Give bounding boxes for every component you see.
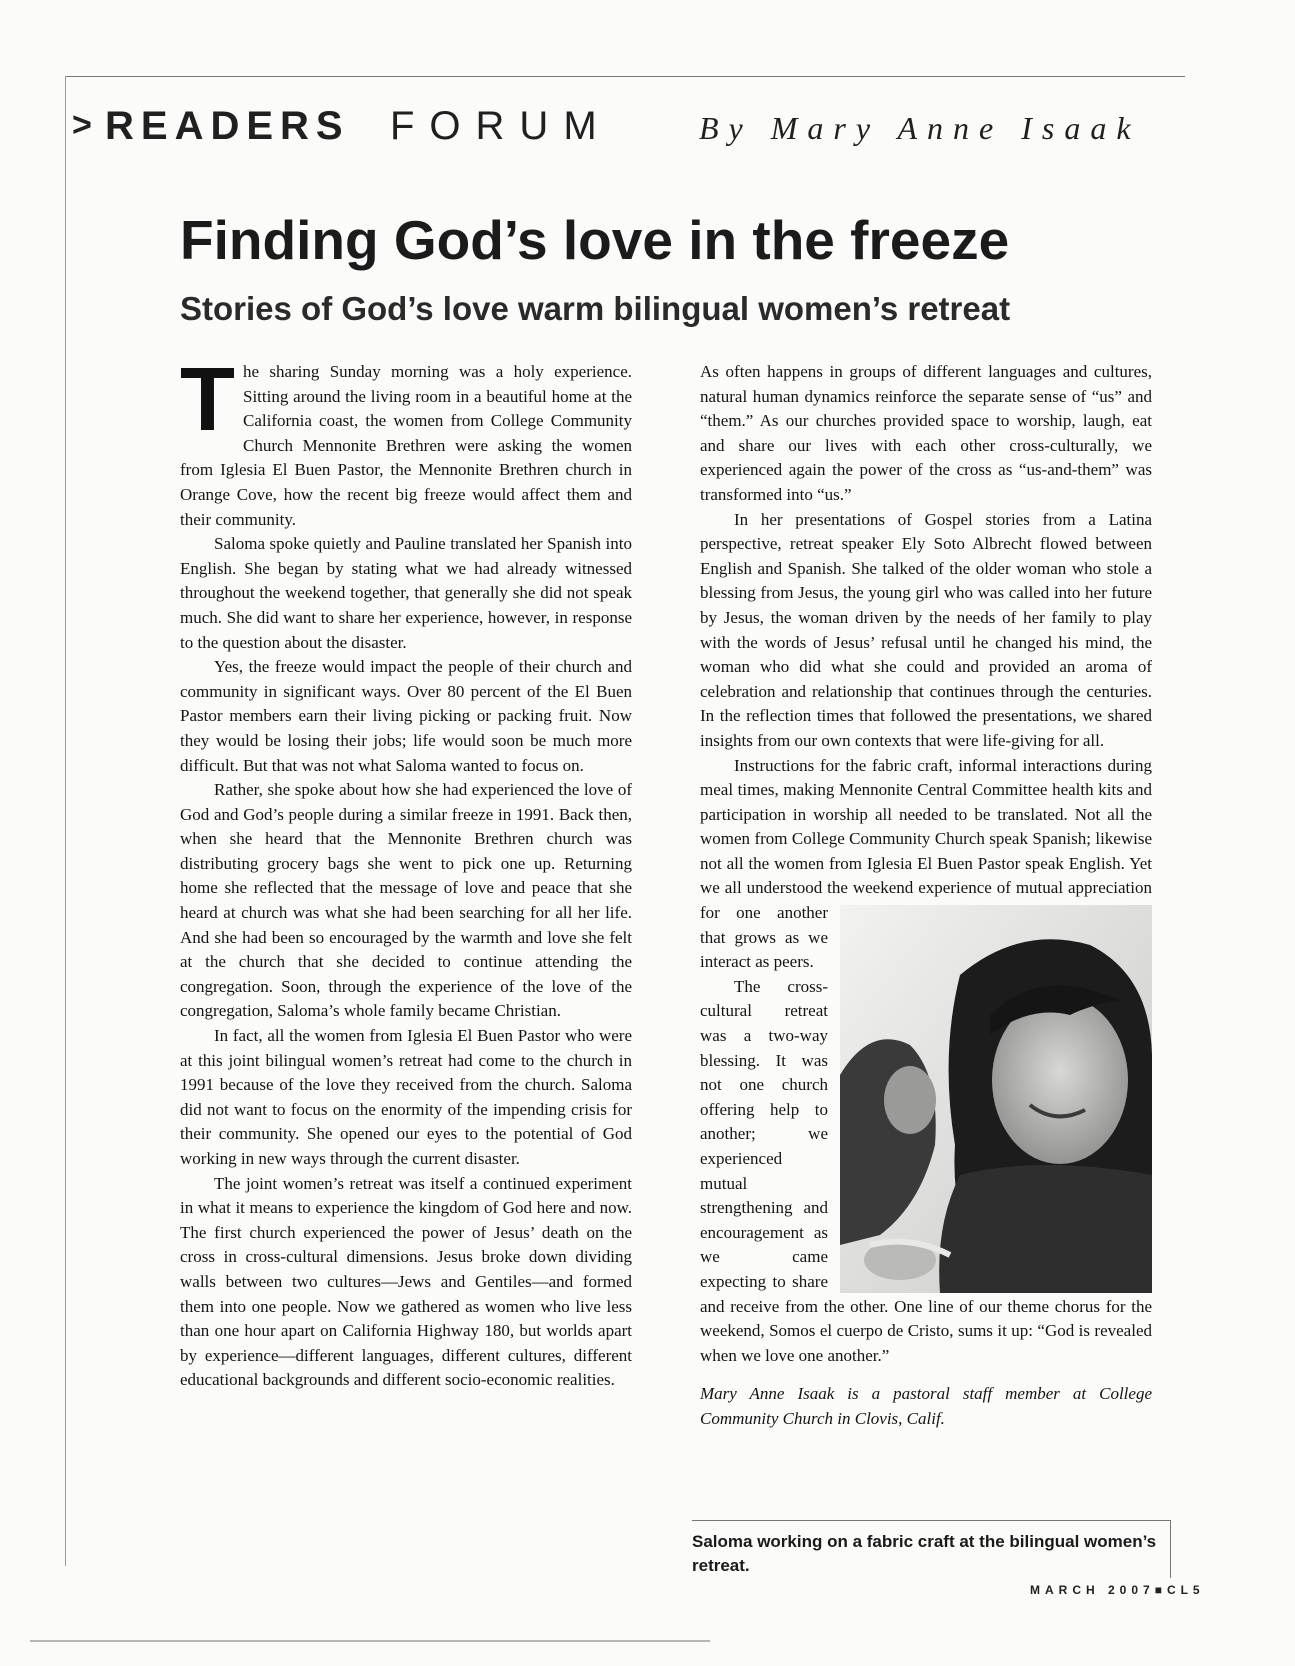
section-name-light: FORUM (390, 104, 612, 148)
article-subtitle: Stories of God’s love warm bilingual women’s retreat (180, 290, 1011, 327)
section-name-bold: READERS (105, 104, 350, 148)
body-paragraph: The joint women’s retreat was itself a continued experiment in what it means to experience the kingdom of God here and now. The first church experienced the power of Jesus’ death on the cross in cross-cultural dimensions. Jesus broke down dividing walls between two cultures—Jews and Gentiles—and formed them into one people. Now we gathered as women who live less than one hour apart on California Highway 180, but worlds apart by experience—different languages, different cultures, different educational backgrounds and different socio-economic realities. (180, 1173, 632, 1390)
drop-cap: T (180, 350, 235, 450)
body-paragraph: In fact, all the women from Iglesia El Buen Pastor who were at this joint bilingual women’s retreat had come to the church in 1991 because of the love they received from the church. Saloma did not want to focus on the enormity of the impending crisis for their community. She opened our eyes to the potential of God working in new ways through the current disaster. (180, 1026, 632, 1168)
paragraph-text: he sharing Sunday morning was a holy experience. Sitting around the living room in a beautiful home at the California coast, the women from College Community Church Mennonite Brethren were asking the women from Iglesia El Buen Pastor, the Mennonite Brethren church in Orange Cove, how the recent big freeze would affect them and their community. (180, 362, 632, 529)
photo-image (840, 905, 1152, 1293)
body-paragraph: The cross-cultural retreat was a two-way blessing. It was not one church offering help to another; we experienced mutual strengthening and encouragement as we came expecting to share and receive from the other. One line of our theme chorus for the weekend, Somos el cuerpo de Cristo, sums it up: “God is revealed when we love one another.” (700, 976, 1152, 1365)
body-paragraph: Saloma spoke quietly and Pauline translated her Spanish into English. She began by stating what we had already witnessed throughout the weekend together, that generally she did not speak much. She did want to share her experience, however, in response to the question about the disaster. (180, 534, 632, 652)
author-note: Mary Anne Isaak is a pastoral staff member at College Community Church in Clovis, Calif. (700, 1384, 1152, 1428)
left-column (180, 350, 632, 1393)
left-rule (65, 76, 66, 1566)
body-paragraph (180, 350, 632, 532)
photo-caption: Saloma working on a fabric craft at the bilingual women’s retreat. (692, 1532, 1157, 1575)
bottom-rule (30, 1640, 710, 1642)
photo (840, 905, 1152, 1293)
body-paragraph: In her presentations of Gospel stories from a Latina perspective, retreat speaker Ely Soto Albrecht flowed between English and Spanish. She talked of the older woman who stole a blessing from Jesus, the young girl who was called into her future by Jesus, the woman driven by the needs of her family to play with the words of Jesus’ refusal until he changed his mind, the woman who did what she could and provided an aroma of celebration and relationship that continues through the centuries. In the reflection times that followed the presentations, we shared insights from our own contexts that were life-giving for all. (700, 509, 1152, 750)
body-paragraph: Yes, the freeze would impact the people of their church and community in significant ways. Over 80 percent of the El Buen Pastor members earn their living picking or packing fruit. Now they would be losing their jobs; life would soon be much more difficult. But that was not what Saloma wanted to focus on. (180, 657, 632, 775)
byline: By Mary Anne Isaak (699, 110, 1141, 146)
body-paragraph: As often happens in groups of different languages and cultures, natural human dynamics reinforce the separate sense of “us” and “them.” As our churches provided space to worship, laugh, eat and share our lives with each other cross-culturally, we experienced again the power of the cross as “us-and-them” was transformed into “us.” (700, 362, 1152, 504)
right-column (700, 360, 1152, 1432)
body-paragraph: Rather, she spoke about how she had experienced the love of God and God’s people during a similar freeze in 1991. Back then, when she heard that the Mennonite Brethren church was distributing grocery bags she went to pick one up. Returning home she reflected that the message of love and peace that she heard at church was what she had been searching for all her life. And she had been so encouraged by the warmth and love she felt at the church that she decided to continue attending the congregation. Soon, through the experience of the love of the congregation, Saloma’s whole family became Christian. (180, 780, 632, 1021)
section-arrow-icon: > (72, 106, 92, 144)
photo-caption-box (692, 1520, 1171, 1578)
article-title: Finding God’s love in the freeze (180, 209, 1010, 271)
page-folio: MARCH 2007■CL5 (1030, 1583, 1205, 1597)
body-paragraph: Instructions for the fabric craft, informal interactions during meal times, making Mennonite Central Committee health kits and participation in worship all needed to be translated. Not all the women from College Community Church speak Spanish; likewise not all the women from Iglesia El Buen Pastor speak English. Yet we all understood the weekend experience of mutual appreciation for one another that grows as we interact as peers. (700, 755, 1152, 972)
section-header (72, 104, 1172, 154)
top-rule (65, 76, 1185, 77)
